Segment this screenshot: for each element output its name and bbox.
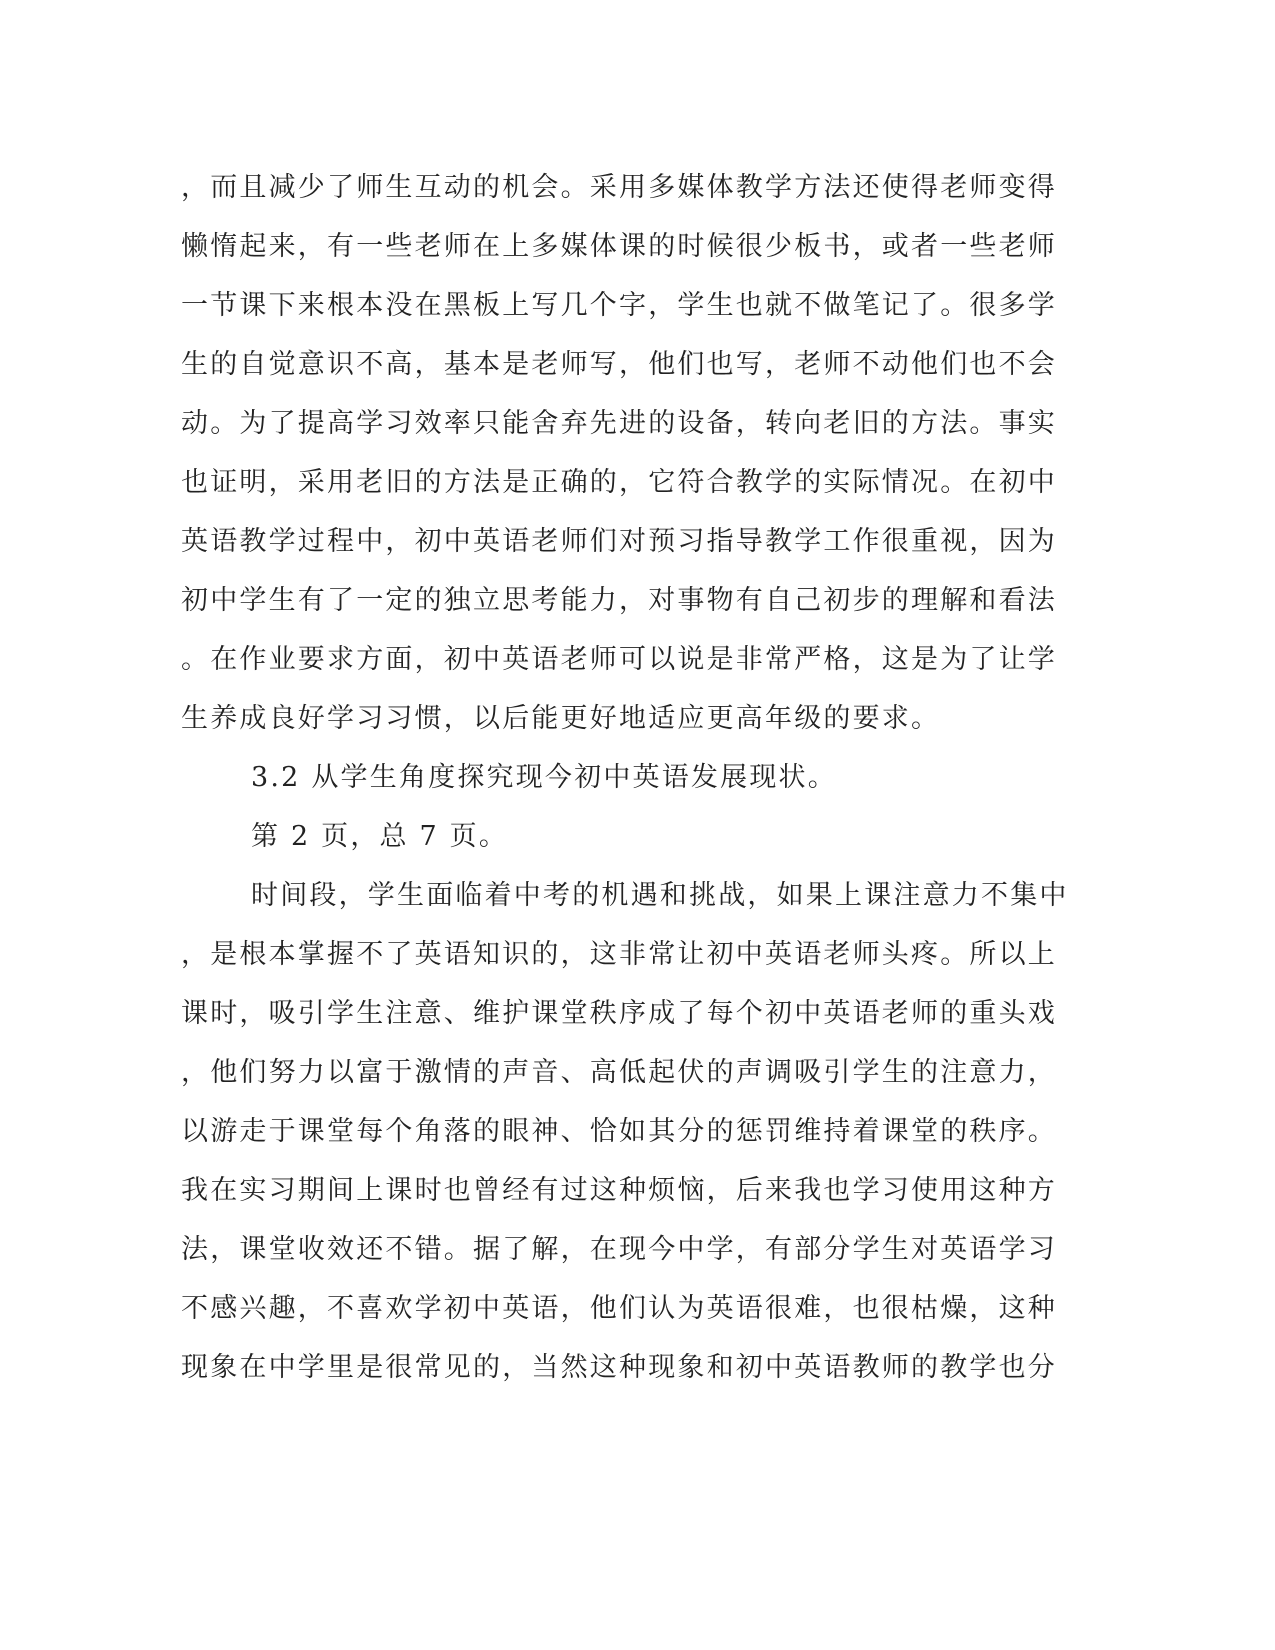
text-line: 现象在中学里是很常见的，当然这种现象和初中英语教师的教学也分 <box>181 1352 1057 1383</box>
section-heading: 3.2 从学生角度探究现今初中英语发展现状。 <box>251 762 837 793</box>
text-line: 课时，吸引学生注意、维护课堂秩序成了每个初中英语老师的重头戏 <box>181 998 1057 1029</box>
text-line: 法，课堂收效还不错。据了解，在现今中学，有部分学生对英语学习 <box>181 1234 1057 1265</box>
text-line: 以游走于课堂每个角落的眼神、恰如其分的惩罚维持着课堂的秩序。 <box>181 1116 1057 1147</box>
text-line: ，是根本掌握不了英语知识的，这非常让初中英语老师头疼。所以上 <box>181 939 1057 970</box>
text-line: 懒惰起来，有一些老师在上多媒体课的时候很少板书，或者一些老师 <box>181 231 1057 262</box>
text-line: 不感兴趣，不喜欢学初中英语，他们认为英语很难，也很枯燥，这种 <box>181 1293 1057 1324</box>
text-line: 动。为了提高学习效率只能舍弃先进的设备，转向老旧的方法。事实 <box>181 408 1057 439</box>
text-line: ，而且减少了师生互动的机会。采用多媒体教学方法还使得老师变得 <box>181 172 1057 203</box>
text-line: 也证明，采用老旧的方法是正确的，它符合教学的实际情况。在初中 <box>181 467 1057 498</box>
text-line: 生的自觉意识不高，基本是老师写，他们也写，老师不动他们也不会 <box>181 349 1057 380</box>
text-line: 英语教学过程中，初中英语老师们对预习指导教学工作很重视，因为 <box>181 526 1057 557</box>
text-line: ，他们努力以富于激情的声音、高低起伏的声调吸引学生的注意力， <box>181 1057 1057 1088</box>
page-number-note: 第 2 页，总 7 页。 <box>251 821 509 852</box>
text-line: 我在实习期间上课时也曾经有过这种烦恼，后来我也学习使用这种方 <box>181 1175 1057 1206</box>
text-line: 。在作业要求方面，初中英语老师可以说是非常严格，这是为了让学 <box>181 644 1057 675</box>
document-body <box>181 158 1069 1397</box>
text-line: 初中学生有了一定的独立思考能力，对事物有自己初步的理解和看法 <box>181 585 1057 616</box>
text-line: 一节课下来根本没在黑板上写几个字，学生也就不做笔记了。很多学 <box>181 290 1057 321</box>
text-line: 时间段，学生面临着中考的机遇和挑战，如果上课注意力不集中 <box>251 880 1069 911</box>
text-line: 生养成良好学习习惯，以后能更好地适应更高年级的要求。 <box>181 703 941 734</box>
